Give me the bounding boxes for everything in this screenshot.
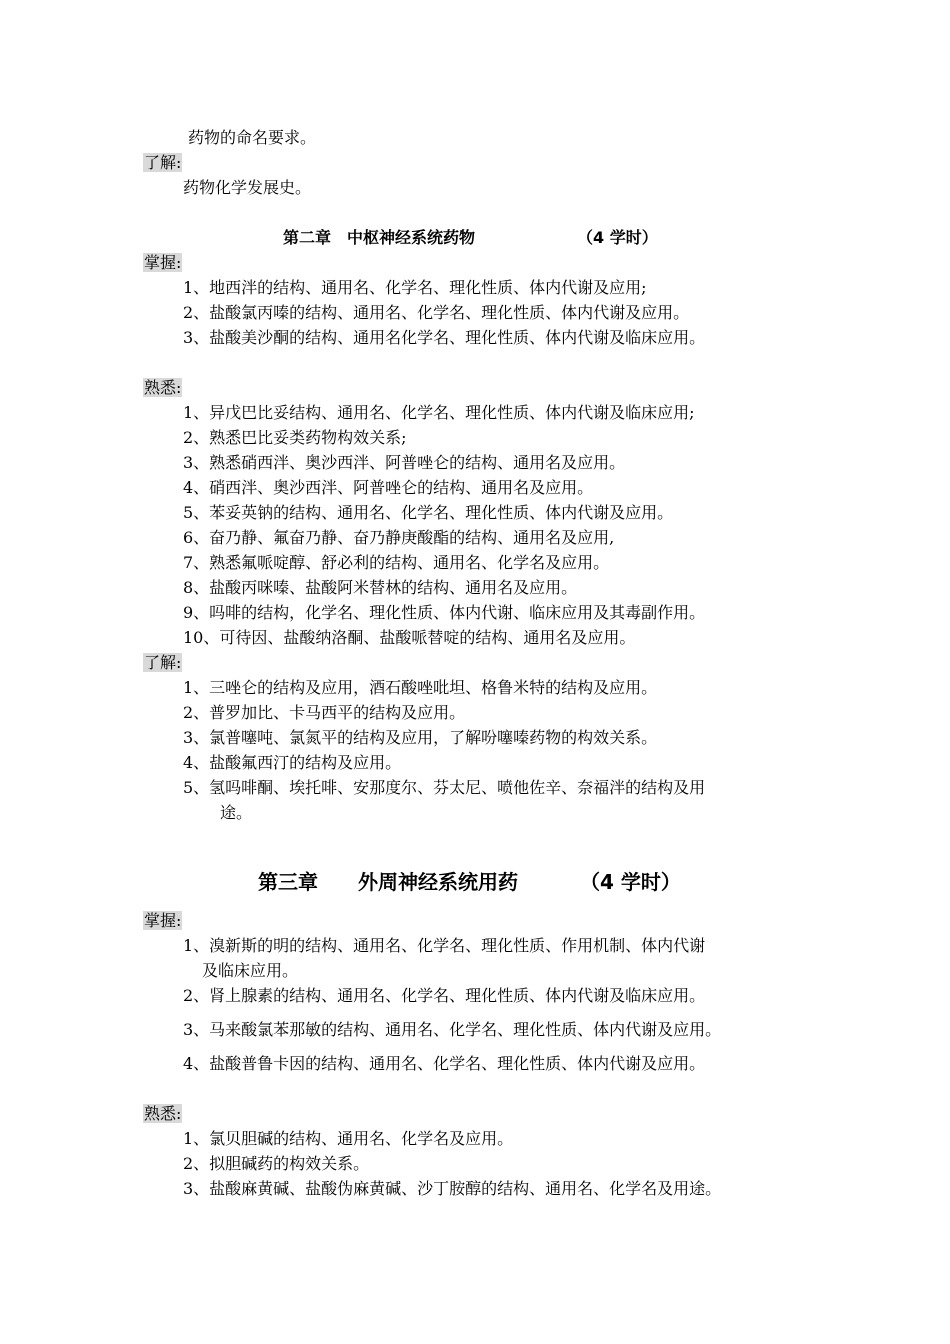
list-item-continuation: 途。 [220,803,253,822]
list-item: 5、氢吗啡酮、埃托啡、安那度尔、芬太尼、喷他佐辛、奈福泮的结构及用 [183,778,706,797]
list-item: 3、马来酸氯苯那敏的结构、通用名、化学名、理化性质、体内代谢及应用。 [183,1020,722,1039]
list-item: 2、盐酸氯丙嗪的结构、通用名、化学名、理化性质、体内代谢及应用。 [183,303,690,322]
chapter-3-familiar-label: 熟悉: [144,1104,182,1123]
list-item: 2、肾上腺素的结构、通用名、化学名、理化性质、体内代谢及临床应用。 [183,986,706,1005]
list-item-continuation: 及临床应用。 [202,961,299,980]
chapter-2-master-label: 掌握: [144,253,182,272]
list-item: 1、三唑仑的结构及应用，酒石酸唑吡坦、格鲁米特的结构及应用。 [183,678,658,697]
list-item: 1、溴新斯的明的结构、通用名、化学名、理化性质、作用机制、体内代谢 [183,936,706,955]
chapter-2-hours: （4 学时） [577,228,658,247]
list-item: 3、盐酸麻黄碱、盐酸伪麻黄碱、沙丁胺醇的结构、通用名、化学名及用途。 [183,1179,722,1198]
list-item: 2、普罗加比、卡马西平的结构及应用。 [183,703,466,722]
list-item: 6、奋乃静、氟奋乃静、奋乃静庚酸酯的结构、通用名及应用, [183,528,615,547]
chapter-2-understand-label: 了解: [144,653,182,672]
list-item: 5、苯妥英钠的结构、通用名、化学名、理化性质、体内代谢及应用。 [183,503,674,522]
chapter-3-master-label: 掌握: [144,911,182,930]
chapter-2-title: 第二章 中枢神经系统药物 [283,228,476,247]
intro-line-2: 药物化学发展史。 [183,178,312,197]
list-item: 1、地西泮的结构、通用名、化学名、理化性质、体内代谢及应用; [183,278,647,297]
list-item: 4、硝西泮、奥沙西泮、阿普唑仑的结构、通用名及应用。 [183,478,594,497]
list-item: 4、盐酸普鲁卡因的结构、通用名、化学名、理化性质、体内代谢及应用。 [183,1054,706,1073]
section-label-liaojie: 了解: [144,153,182,172]
list-item: 10、可待因、盐酸纳洛酮、盐酸哌替啶的结构、通用名及应用。 [183,628,636,647]
chapter-3-hours: （4 学时） [580,870,681,894]
list-item: 2、熟悉巴比妥类药物构效关系; [183,428,407,447]
list-item: 1、氯贝胆碱的结构、通用名、化学名及应用。 [183,1129,514,1148]
list-item: 2、拟胆碱药的构效关系。 [183,1154,370,1173]
list-item: 7、熟悉氟哌啶醇、舒必利的结构、通用名、化学名及应用。 [183,553,610,572]
intro-line-1: 药物的命名要求。 [188,128,317,147]
list-item: 1、异戊巴比妥结构、通用名、化学名、理化性质、体内代谢及临床应用; [183,403,695,422]
list-item: 3、氯普噻吨、氯氮平的结构及应用，了解吩噻嗪药物的构效关系。 [183,728,658,747]
list-item: 4、盐酸氟西汀的结构及应用。 [183,753,402,772]
list-item: 3、盐酸美沙酮的结构、通用名化学名、理化性质、体内代谢及临床应用。 [183,328,706,347]
chapter-2-familiar-label: 熟悉: [144,378,182,397]
list-item: 8、盐酸丙咪嗪、盐酸阿米替林的结构、通用名及应用。 [183,578,578,597]
list-item: 3、熟悉硝西泮、奥沙西泮、阿普唑仑的结构、通用名及应用。 [183,453,626,472]
chapter-3-title: 第三章 外周神经系统用药 [258,870,518,894]
list-item: 9、吗啡的结构，化学名、理化性质、体内代谢、临床应用及其毒副作用。 [183,603,706,622]
